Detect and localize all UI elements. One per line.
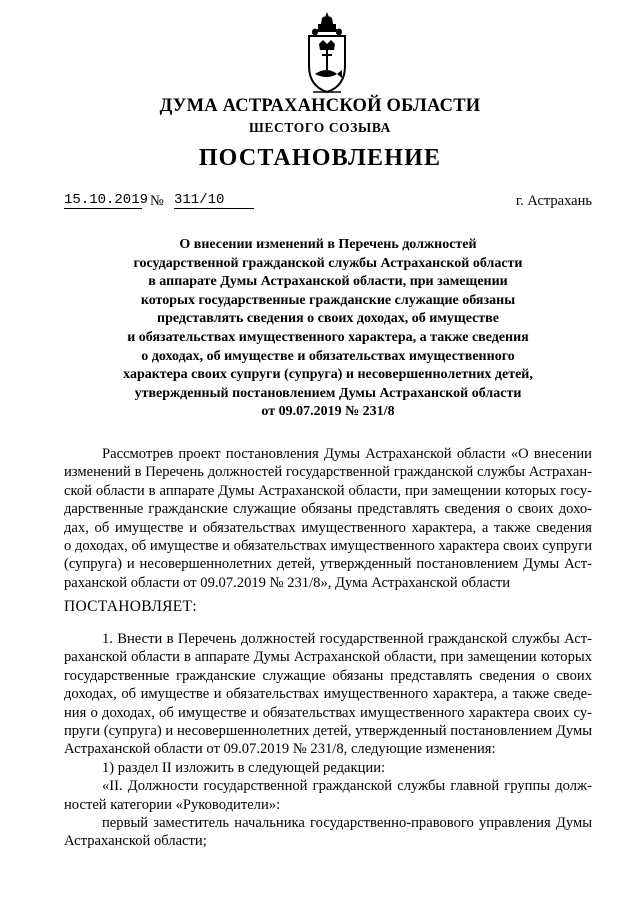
- title-line: от 09.07.2019 № 231/8: [261, 404, 395, 420]
- title-line: государственной гражданской службы Астраханской области: [133, 255, 523, 271]
- document-number: 311/10: [174, 193, 254, 209]
- title-line: О внесении изменений в Перечень должностей: [179, 237, 477, 252]
- decree-items: [64, 630, 592, 851]
- document-meta: [64, 193, 592, 213]
- title-line: которых государственные гражданские служащие обязаны: [140, 292, 516, 308]
- text-line: (супруга) и несовершеннолетних детей, утвержденный постановлением Думы Аст-: [64, 556, 592, 573]
- text-line: Рассмотрев проект постановления Думы Астраханской области «О внесении: [102, 446, 592, 462]
- document-title: [64, 236, 592, 422]
- text-line: Астраханской области от 09.07.2019 № 231/8, следующие изменения:: [64, 741, 496, 758]
- city: г. Астрахань: [515, 193, 592, 209]
- organization-name: ДУМА АСТРАХАНСКОЙ ОБЛАСТИ: [159, 96, 481, 116]
- document-type: ПОСТАНОВЛЕНИЕ: [198, 145, 442, 171]
- text-line: о доходах, об имуществе и обязательствах имущественного характера своих супруги: [64, 538, 592, 555]
- text-line: раханской области в аппарате Думы Астраханской области, при замещении которых: [64, 649, 592, 666]
- text-line: пруги (супруга) и несовершеннолетних детей, утвержденный постановлением Думы: [64, 723, 592, 740]
- text-line: изменений в Перечень должностей государственной гражданской службы Астрахан-: [64, 464, 592, 481]
- text-line: ностей категории «Руководители»:: [64, 796, 281, 813]
- text-line: Астраханской области;: [64, 833, 207, 850]
- title-line: о доходах, об имуществе и обязательствах имущественного: [141, 348, 515, 364]
- title-line: в аппарате Думы Астраханской области, при замещении: [148, 274, 508, 290]
- text-line: дах, об имуществе и обязательствах имущественного характера, а также сведения: [64, 519, 592, 536]
- decree-word: ПОСТАНОВЛЯЕТ:: [64, 598, 197, 615]
- text-line: 1. Внести в Перечень должностей государственной гражданской службы Аст-: [102, 631, 592, 647]
- convocation: ШЕСТОГО СОЗЫВА: [249, 120, 391, 135]
- text-line: раханской области от 09.07.2019 № 231/8», Дума Астраханской области: [64, 574, 511, 591]
- preamble-paragraph: [64, 445, 592, 592]
- number-sign: №: [150, 193, 164, 209]
- title-line: и обязательствах имущественного характера, а также сведения: [127, 329, 529, 345]
- astrakhan-coat-of-arms-emblem: [303, 10, 351, 96]
- document-date: 15.10.2019: [64, 192, 149, 208]
- text-line: государственные гражданские служащие обязаны представлять сведения о своих: [64, 667, 592, 684]
- title-line: характера своих супруги (супруга) и несовершеннолетних детей,: [123, 367, 533, 383]
- text-line: ской области в аппарате Думы Астраханской области, при замещении которых госу-: [64, 482, 592, 499]
- text-line: ния о доходах, об имуществе и обязательствах имущественного характера своих су-: [64, 704, 592, 721]
- text-line: «II. Должности государственной гражданской службы главной группы долж-: [102, 778, 592, 795]
- text-line: дарственные гражданские служащие обязаны представлять сведения о своих дохо-: [64, 501, 592, 518]
- text-line: доходах, об имуществе и обязательствах имущественного характера, а также сведе-: [64, 686, 592, 703]
- text-line: первый заместитель начальника государственно-правового управления Думы: [102, 815, 592, 832]
- title-line: утвержденный постановлением Думы Астраханской области: [134, 385, 522, 401]
- text-line: 1) раздел II изложить в следующей редакции:: [102, 759, 386, 776]
- title-line: представлять сведения о своих доходах, об имуществе: [157, 311, 499, 327]
